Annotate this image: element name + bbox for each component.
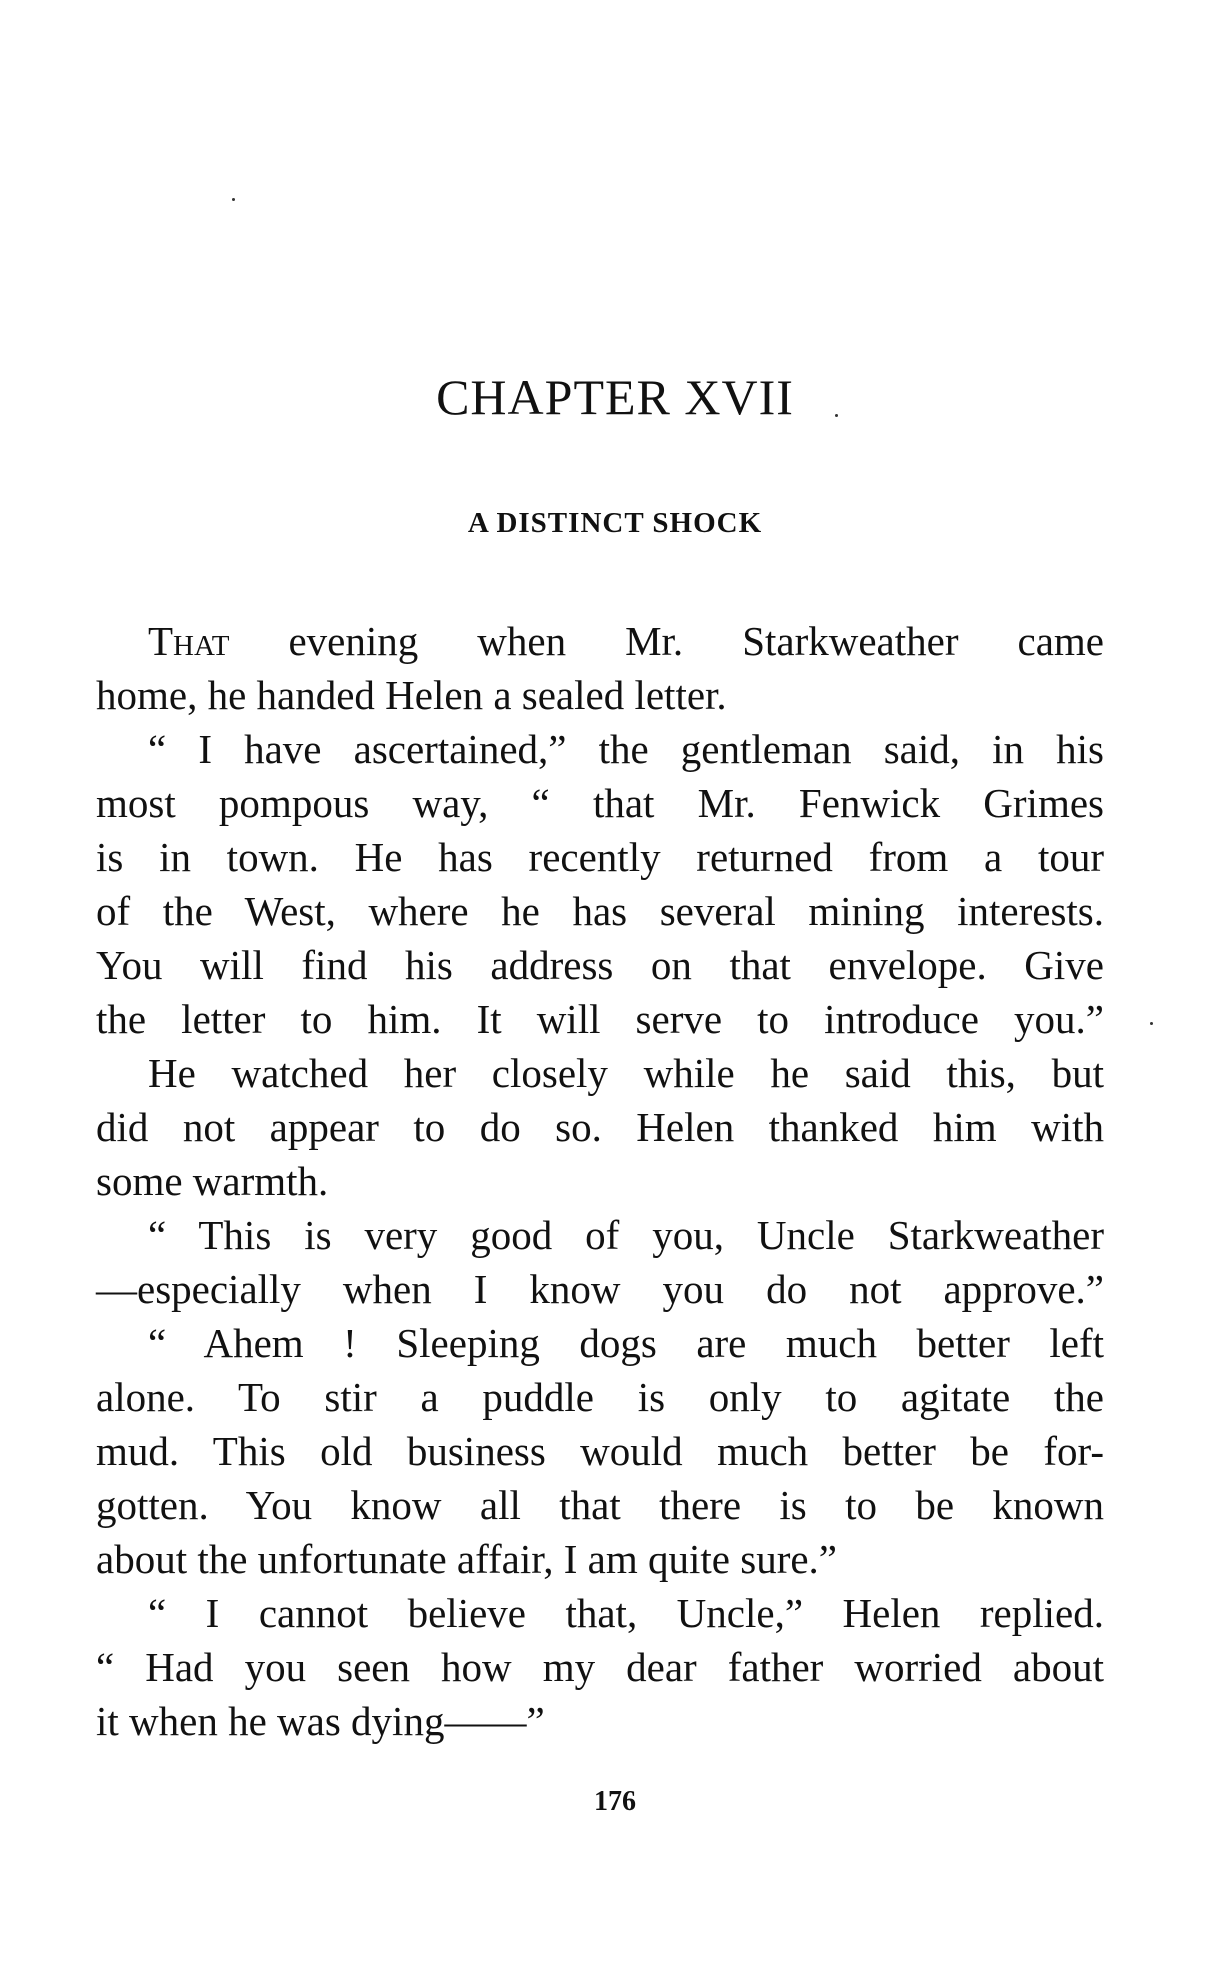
drop-word: That xyxy=(148,618,230,664)
text-line-16: mud. This old business would much better be for- xyxy=(96,1428,1104,1474)
page-number: 176 xyxy=(594,1786,636,1817)
text-line-2: home, he handed Helen a sealed letter. xyxy=(96,672,727,718)
text-line-14: “ Ahem ! Sleeping dogs are much better left xyxy=(148,1320,1104,1366)
chapter-title: CHAPTER XVII xyxy=(436,369,794,425)
text-line-6: of the West, where he has several mining interests. xyxy=(96,888,1104,934)
text-line-21: it when he was dying——” xyxy=(96,1698,545,1744)
text-line-8: the letter to him. It will serve to introduce you.” xyxy=(96,996,1104,1042)
scan-speck xyxy=(1150,1022,1153,1025)
text-line-13: —especially when I know you do not approve.” xyxy=(96,1266,1104,1312)
text-line-18: about the unfortunate affair, I am quite sure.” xyxy=(96,1536,838,1582)
text-line-7: You will find his address on that envelope. Give xyxy=(96,942,1104,988)
body-text xyxy=(96,614,1104,1748)
text-line-19: “ I cannot believe that, Uncle,” Helen replied. xyxy=(148,1590,1104,1636)
text-line-5: is in town. He has recently returned from a tour xyxy=(96,834,1104,880)
chapter-subtitle: A DISTINCT SHOCK xyxy=(467,507,763,539)
text-line-10: did not appear to do so. Helen thanked him with xyxy=(96,1104,1104,1150)
text-line-9: He watched her closely while he said this, but xyxy=(148,1050,1104,1096)
text-line-17: gotten. You know all that there is to be known xyxy=(96,1482,1104,1528)
text-line-1: That evening when Mr. Starkweather came xyxy=(148,618,1104,664)
text-line-12: “ This is very good of you, Uncle Starkweather xyxy=(148,1212,1104,1258)
text-line-11: some warmth. xyxy=(96,1158,329,1204)
scan-speck xyxy=(232,198,235,201)
text-line-20: “ Had you seen how my dear father worried about xyxy=(96,1644,1104,1690)
text-line-15: alone. To stir a puddle is only to agitate the xyxy=(96,1374,1104,1420)
text-line-4: most pompous way, “ that Mr. Fenwick Grimes xyxy=(96,780,1104,826)
text-line-3: “ I have ascertained,” the gentleman said, in his xyxy=(148,726,1104,772)
